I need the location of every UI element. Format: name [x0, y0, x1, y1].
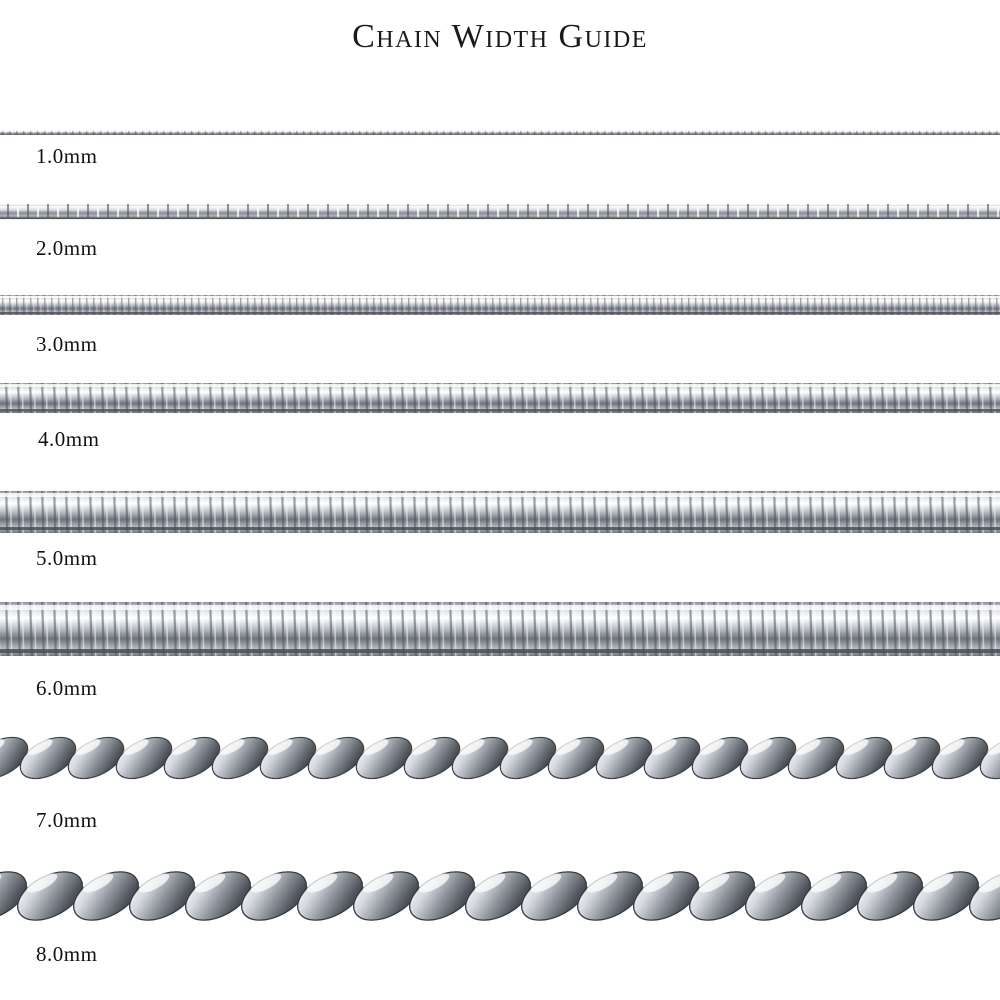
chain-row-6.0mm: [0, 596, 1000, 664]
chain-graphic-5.0mm: [0, 486, 1000, 540]
chain-graphic-1.0mm: [0, 124, 1000, 142]
chain-row-2.0mm: [0, 198, 1000, 228]
chain-label-6.0mm: 6.0mm: [36, 676, 98, 700]
chain-label-1.0mm: 1.0mm: [36, 144, 98, 168]
chain-label-2.0mm: 2.0mm: [36, 236, 98, 260]
chain-graphic-3.0mm: [0, 290, 1000, 322]
chain-row-7.0mm: [0, 714, 1000, 802]
chain-graphic-6.0mm: [0, 596, 1000, 664]
chain-label-5.0mm: 5.0mm: [36, 546, 98, 570]
chain-label-8.0mm: 8.0mm: [36, 942, 98, 966]
chain-label-3.0mm: 3.0mm: [36, 332, 98, 356]
chain-graphic-7.0mm: [0, 714, 1000, 802]
chain-graphic-2.0mm: [0, 198, 1000, 228]
page-title: Chain Width Guide: [352, 18, 648, 55]
chain-graphic-4.0mm: [0, 378, 1000, 420]
chain-row-5.0mm: [0, 486, 1000, 540]
chain-row-3.0mm: [0, 290, 1000, 322]
chain-row-4.0mm: [0, 378, 1000, 420]
chain-label-4.0mm: 4.0mm: [38, 427, 100, 451]
chain-label-7.0mm: 7.0mm: [36, 808, 98, 832]
chain-row-8.0mm: [0, 846, 1000, 946]
chain-row-1.0mm: [0, 124, 1000, 142]
chain-graphic-8.0mm: [0, 846, 1000, 946]
